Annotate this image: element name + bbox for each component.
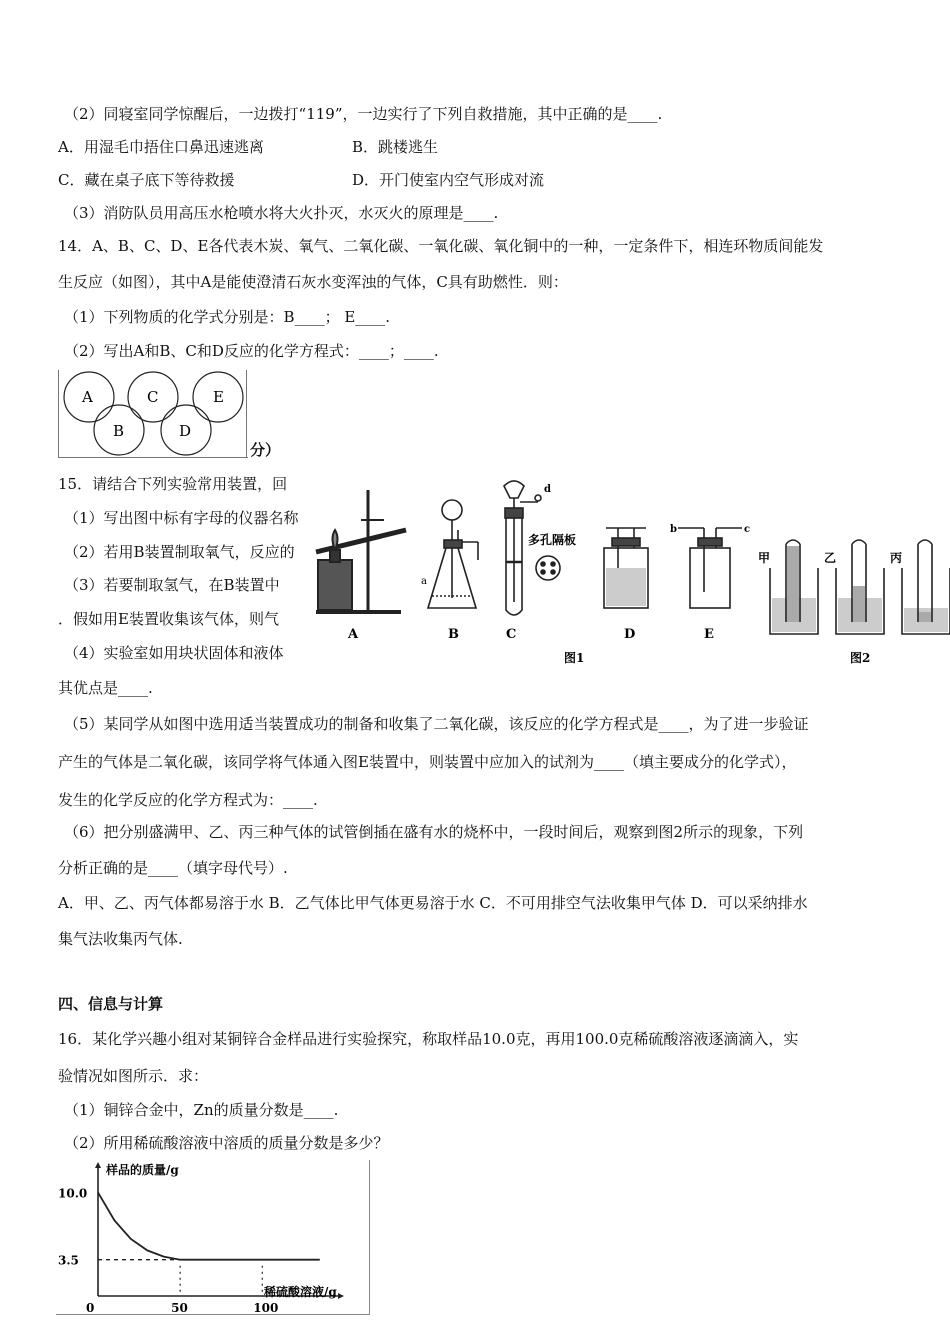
x-tick-label: 0 — [86, 1301, 95, 1315]
label-porous-plate: 多孔隔板 — [528, 533, 577, 547]
q15-part6-line2: 分析正确的是____（填字母代号）. — [58, 859, 288, 877]
q13-option-b: B．跳楼逃生 — [352, 138, 439, 156]
q13-option-c: C．藏在桌子底下等待救援 — [58, 171, 235, 189]
q14-part2: （2）写出A和B、C和D反应的化学方程式：____；____. — [64, 342, 439, 360]
q15-part6-options-cont: 集气法收集丙气体. — [58, 930, 183, 948]
q15-part1: （1）写出图中标有字母的仪器名称 — [64, 509, 299, 527]
x-tick-label: 100 — [253, 1301, 279, 1315]
rings-diagram — [58, 370, 248, 458]
q14-stem-line1: 14．A、B、C、D、E各代表木炭、氧气、二氧化碳、一氧化碳、氧化铜中的一种，一定条件下，相连环物质间能发 — [58, 237, 824, 255]
q14-part1: （1）下列物质的化学式分别是：B____； E____. — [64, 308, 391, 326]
label-small-c: c — [744, 524, 751, 535]
q15-part5-line1: （5）某同学从如图中选用适当装置成功的制备和收集了二氧化碳，该反应的化学方程式是____，为了进一步验证 — [64, 715, 809, 733]
series-line — [98, 1192, 320, 1259]
q15-part4: （4）实验室如用块状固体和液体 — [64, 644, 284, 662]
apparatus-a — [316, 490, 406, 612]
ring-label-e: E — [213, 388, 224, 406]
ring-label-b: B — [113, 422, 125, 440]
label-small-b: b — [670, 524, 677, 535]
q15-part6-options: A．甲、乙、丙气体都易溶于水 B．乙气体比甲气体更易溶于水 C．不可用排空气法收集甲气体 D．可以采纳排水 — [58, 894, 808, 912]
q13-part2: （2）同寝室同学惊醒后，一边拨打“119”，一边实行了下列自救措施，其中正确的是____. — [64, 105, 663, 123]
x-axis-arrow — [338, 1293, 344, 1299]
ring-label-c: C — [147, 388, 159, 406]
q15-part5-line2: 产生的气体是二氧化碳，该同学将气体通入图E装置中，则装置中应加入的试剂为____（填主要成分的化学式）， — [58, 753, 797, 771]
q15-part2: （2）若用B装置制取氧气，反应的 — [64, 543, 295, 561]
apparatus-d — [604, 528, 648, 608]
label-b: B — [448, 627, 459, 642]
apparatus-c — [504, 481, 560, 615]
apparatus-figure — [306, 472, 950, 672]
rings-svg — [58, 370, 248, 458]
mass-chart-svg — [56, 1160, 372, 1316]
q16-stem-line2: 验情况如图所示．求： — [58, 1067, 209, 1085]
label-yi: 乙 — [824, 551, 837, 565]
q14-stem-line2: 生反应（如图），其中A是能使澄清石灰水变浑浊的气体，C具有助燃性．则： — [58, 273, 568, 291]
label-a: A — [348, 627, 359, 642]
q13-option-d: D．开门使室内空气形成对流 — [352, 171, 545, 189]
apparatus-b — [428, 500, 478, 608]
chart-marks — [98, 1192, 320, 1259]
label-e: E — [704, 627, 714, 642]
label-d: D — [624, 627, 636, 642]
chart-ylabel: 样品的质量/g — [106, 1163, 179, 1177]
y-axis-arrow — [95, 1162, 101, 1168]
q16-part1: （1）铜锌合金中，Zn的质量分数是____. — [64, 1101, 339, 1119]
q15-stem: 15．请结合下列实验常用装置，回 — [58, 475, 288, 493]
chart-xlabel: 稀硫酸溶液/g — [264, 1285, 337, 1299]
score-fragment: 分） — [250, 441, 281, 459]
label-small-a: a — [421, 576, 427, 587]
ring-label-d: D — [179, 422, 192, 440]
q15-part3: （3）若要制取氢气，在B装置中 — [64, 576, 280, 594]
label-small-d: d — [544, 484, 551, 495]
ring-label-a: A — [82, 388, 93, 406]
y-tick-label: 3.5 — [58, 1253, 79, 1268]
label-figure-1: 图1 — [564, 651, 585, 665]
label-c: C — [506, 627, 517, 642]
q15-part4-cont: 其优点是____. — [58, 679, 153, 697]
y-tick-label: 10.0 — [58, 1186, 88, 1201]
label-bing: 丙 — [890, 551, 903, 565]
apparatus-svg — [306, 472, 950, 672]
q15-part6-line1: （6）把分别盛满甲、乙、丙三种气体的试管倒插在盛有水的烧杯中，一段时间后，观察到图2所示的现象，下列 — [64, 823, 804, 841]
q13-part3: （3）消防队员用高压水枪喷水将大火扑灭，水灭火的原理是____. — [64, 204, 499, 222]
q16-stem-line1: 16．某化学兴趣小组对某铜锌合金样品进行实验探究，称取样品10.0克，再用100.0克稀硫酸溶液逐滴滴入，实 — [58, 1030, 799, 1048]
q16-part2: （2）所用稀硫酸溶液中溶质的质量分数是多少？ — [64, 1134, 389, 1152]
x-tick-label: 50 — [171, 1301, 188, 1315]
mass-chart — [56, 1160, 372, 1316]
label-jia: 甲 — [758, 551, 771, 565]
apparatus-e — [678, 528, 742, 608]
q15-part5-line3: 发生的化学反应的化学方程式为：____. — [58, 791, 318, 809]
q15-part3-cont: ．假如用E装置收集该气体，则气 — [58, 610, 279, 628]
section-heading: 四、信息与计算 — [58, 995, 164, 1013]
q13-option-a: A．用湿毛巾捂住口鼻迅速逃离 — [58, 138, 264, 156]
label-figure-2: 图2 — [850, 651, 871, 665]
figure2-beakers — [770, 540, 950, 634]
